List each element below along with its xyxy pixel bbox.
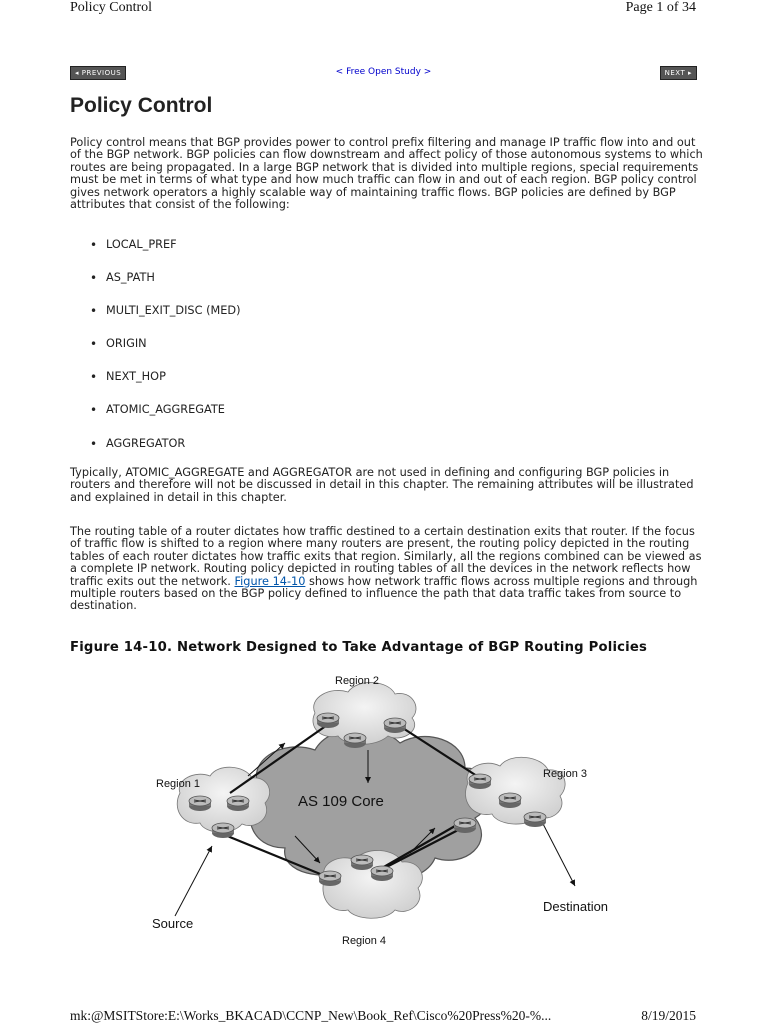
- nav-bar: [70, 66, 697, 80]
- page-footer: [70, 1008, 696, 1024]
- region-1-label: Region 1: [156, 778, 201, 790]
- list-item: • AGGREGATOR: [90, 437, 240, 470]
- footer-path: mk:@MSITStore:E:\Works_BKACAD\CCNP_New\Book_Ref\Cisco%20Press%20-%...: [70, 1008, 552, 1023]
- next-button[interactable]: NEXT ▸: [660, 66, 697, 80]
- source-label: Source: [152, 916, 194, 931]
- network-diagram: [150, 668, 620, 953]
- header-title: Policy Control: [70, 0, 153, 15]
- figure-link[interactable]: Figure 14-10: [234, 574, 306, 588]
- paragraph-text: The routing table of a router dictates how traffic destined to a certain destination exits that router. If the focus of traffic flow is shifted to a region where many routers are present, the routing policy depicted in the routing tables of each router dictates how traffic exits that region. Similarly, all the regions combined can be viewed as a complete IP network. Routing policy depicted in routing tables of all the devices in the network reflects how traffic exits out the network.: [70, 525, 702, 588]
- routing-table-paragraph: [70, 526, 704, 613]
- page-header: [70, 0, 696, 20]
- list-item: • LOCAL_PREF: [90, 238, 240, 271]
- list-item: • NEXT_HOP: [90, 370, 240, 403]
- list-item: • ATOMIC_AGGREGATE: [90, 403, 240, 436]
- previous-button[interactable]: ◂ PREVIOUS: [70, 66, 126, 80]
- footer-date: 8/19/2015: [641, 1008, 696, 1023]
- section-title: Policy Control: [70, 94, 213, 117]
- attribute-list: [90, 238, 240, 470]
- list-item: • AS_PATH: [90, 271, 240, 304]
- list-item: • ORIGIN: [90, 337, 240, 370]
- page-number: Page 1 of 34: [625, 0, 696, 15]
- paragraph-text: shows how network traffic flows across multiple regions and through multiple routers based on the BGP policy defined to influence the path that data traffic takes from source to destination.: [70, 574, 698, 613]
- intro-paragraph: Policy control means that BGP provides power to control prefix filtering and manage IP traffic flow into and out of the BGP network. BGP policies can flow downstream and affect policy of those autonomous systems to which routes are being propagated. In a large BGP network that is divided into multiple regions, special requirements must be met in terms of what type and how much traffic can flow in and out of each region. BGP policy control gives network operators a highly scalable way of maintaining traffic flows. BGP policies are defined by BGP attributes that consist of the following:: [70, 136, 703, 212]
- list-item: • MULTI_EXIT_DISC (MED): [90, 304, 240, 337]
- core-label: AS 109 Core: [298, 793, 384, 810]
- figure-title: Figure 14-10. Network Designed to Take Advantage of BGP Routing Policies: [70, 640, 648, 655]
- region-3-label: Region 3: [543, 768, 588, 780]
- region-4-label: Region 4: [342, 935, 387, 947]
- destination-label: Destination: [543, 899, 609, 914]
- region-2-label: Region 2: [335, 675, 380, 687]
- free-open-study-link[interactable]: < Free Open Study >: [335, 67, 432, 77]
- attributes-note-paragraph: Typically, ATOMIC_AGGREGATE and AGGREGATOR are not used in defining and configuring BGP policies in routers and therefore will not be discussed in detail in this chapter. The remaining attributes will be illustrated and explained in detail in this chapter.: [70, 466, 694, 504]
